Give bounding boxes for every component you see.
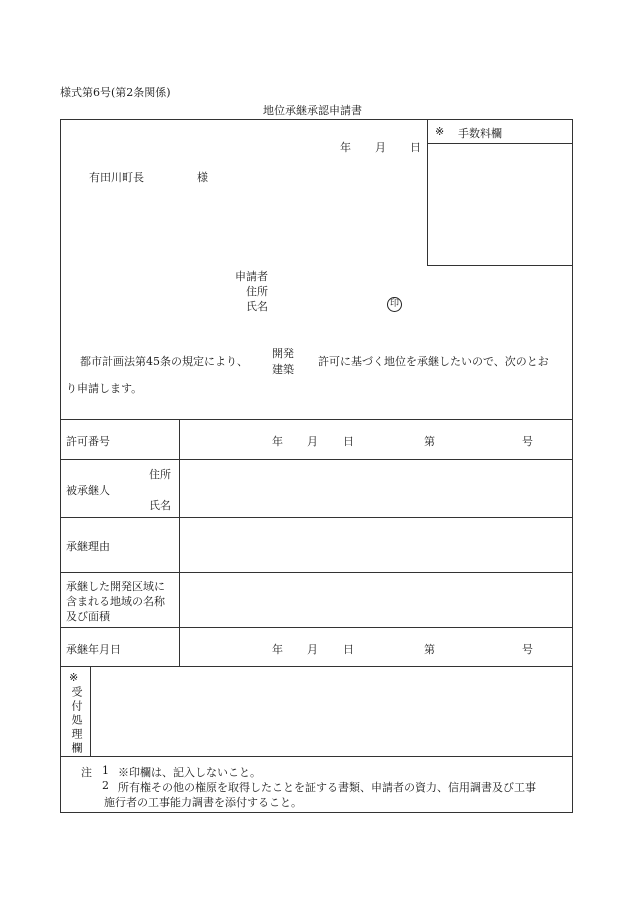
permit-number-label: 許可番号 (66, 435, 110, 448)
predecessor-field[interactable] (181, 461, 571, 516)
frame-right (572, 119, 573, 813)
note-2-number: 2 (102, 779, 109, 792)
notes-prefix: 注 (81, 766, 92, 779)
reception-column-divider (90, 666, 91, 757)
area-field[interactable] (181, 574, 571, 626)
predecessor-label: 被承継人 (66, 484, 110, 497)
predecessor-address-label: 住所 (149, 468, 171, 481)
addressee-honorific: 様 (197, 171, 208, 184)
note-2-text-line2: 施行者の工事能力調書を添付すること。 (104, 796, 302, 809)
row-line (60, 459, 573, 460)
row-line (60, 572, 573, 573)
label-column-divider (179, 419, 180, 667)
predecessor-name-label: 氏名 (149, 499, 171, 512)
permit-year: 年 (272, 435, 283, 448)
applicant-label: 申請者 (235, 270, 268, 283)
succession-dai: 第 (424, 643, 435, 656)
note-1-text: ※印欄は、記入しないこと。 (118, 766, 261, 779)
row-line (60, 666, 573, 667)
frame-bottom (60, 812, 573, 813)
succession-year: 年 (272, 643, 283, 656)
succession-day: 日 (343, 643, 354, 656)
succession-date-field[interactable] (181, 629, 571, 665)
fee-box-left (427, 119, 428, 266)
succession-month: 月 (307, 643, 318, 656)
area-label-line3: 及び面積 (66, 610, 110, 623)
permit-month: 月 (307, 435, 318, 448)
permit-number-field[interactable] (181, 421, 571, 458)
statement-part1: 都市計画法第45条の規定により、 (80, 355, 248, 368)
reason-field[interactable] (181, 519, 571, 571)
date-month: 月 (375, 141, 386, 154)
addressee-name: 有田川町長 (89, 171, 144, 184)
statement-option-development: 開発 (272, 347, 294, 360)
row-line (60, 419, 573, 420)
fee-mark: ※ (435, 125, 445, 138)
statement-part2: 許可に基づく地位を承継したいので、次のとお (318, 355, 549, 368)
permit-dai: 第 (424, 435, 435, 448)
statement-part3: り申請します。 (66, 382, 143, 395)
applicant-address-label: 住所 (246, 285, 268, 298)
area-label-line2: 含まれる地域の名称 (66, 595, 165, 608)
reason-label: 承継理由 (66, 540, 110, 553)
statement-option-building: 建築 (272, 363, 294, 376)
note-1-number: 1 (102, 764, 109, 777)
area-label-line1: 承継した開発区域に (66, 580, 165, 593)
frame-top (60, 119, 573, 120)
reception-area (92, 668, 571, 755)
permit-day: 日 (343, 435, 354, 448)
fee-label: 手数料欄 (458, 127, 502, 140)
fee-box-bottom (427, 265, 573, 266)
reception-label: 受付処理欄 (70, 686, 83, 756)
applicant-name-label: 氏名 (246, 300, 268, 313)
form-title: 地位承継承認申請書 (263, 104, 362, 117)
reception-mark: ※ (69, 671, 79, 684)
fee-stamp-area[interactable] (430, 145, 570, 263)
succession-date-label: 承継年月日 (66, 643, 121, 656)
form-reference: 様式第6号(第2条関係) (60, 86, 171, 99)
succession-go: 号 (522, 643, 533, 656)
fee-box-divider (427, 143, 573, 144)
row-line (60, 517, 573, 518)
date-year: 年 (340, 141, 351, 154)
permit-go: 号 (522, 435, 533, 448)
note-2-text-line1: 所有権その他の権原を取得したことを証する書類、申請者の資力、信用調書及び工事 (118, 781, 536, 794)
frame-left (60, 119, 61, 813)
date-day: 日 (410, 141, 421, 154)
row-line (60, 627, 573, 628)
seal-mark: 印 (387, 297, 402, 312)
row-line (60, 756, 573, 757)
